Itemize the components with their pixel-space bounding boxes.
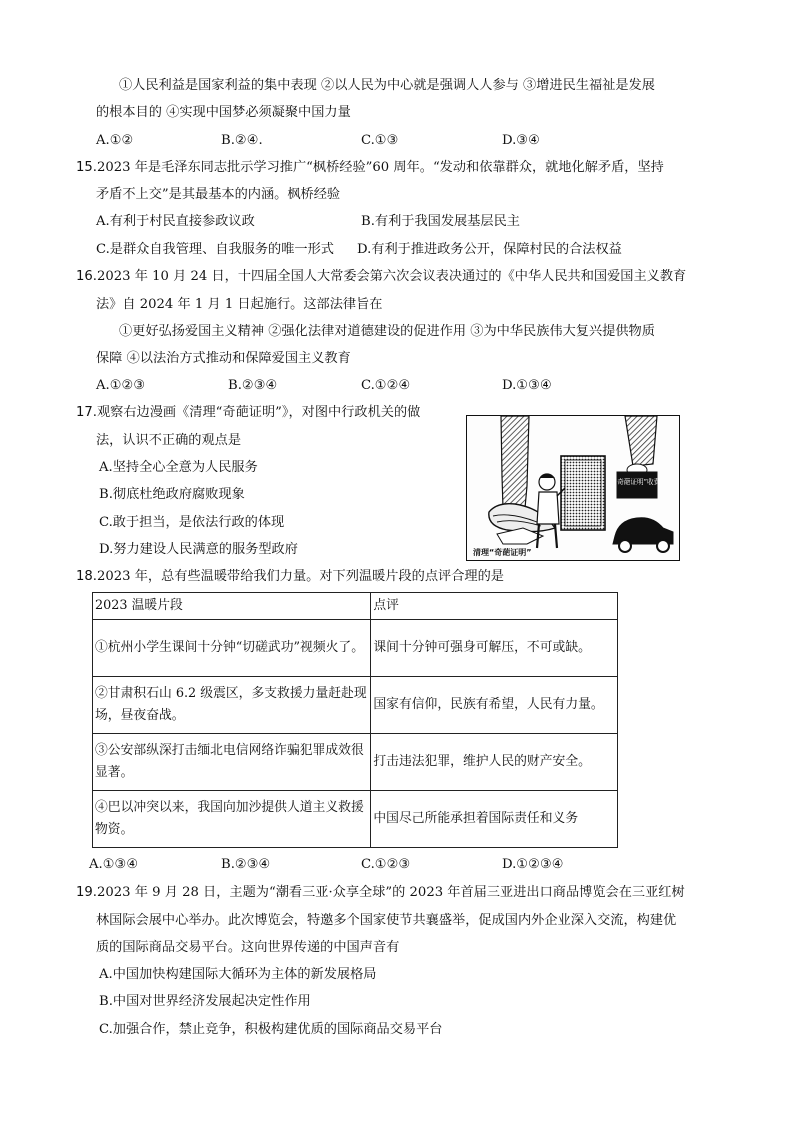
q15-number: 15. — [76, 160, 97, 175]
table-cell-fragment: ④巴以冲突以来，我国向加沙提供人道主义救援物资。 — [93, 791, 371, 848]
q15-stem-line2: 矛盾不上交”是其最基本的内涵。枫桥经验 — [96, 187, 341, 202]
table-cell-comment: 国家有信仰，民族有希望，人民有力量。 — [371, 677, 618, 734]
table-row — [93, 620, 618, 677]
q17-option-a[interactable]: A.坚持全心全意为人民服务 — [99, 460, 258, 475]
q18-stem-line1 — [76, 570, 504, 583]
q14-statements-line2: 的根本目的 ④实现中国梦必须凝聚中国力量 — [96, 105, 351, 120]
q17-option-b[interactable]: B.彻底杜绝政府腐败现象 — [99, 487, 245, 502]
q19-option-a[interactable]: A.中国加快构建国际大循环为主体的新发展格局 — [99, 967, 377, 982]
q14-option-a[interactable]: A.①② — [96, 133, 134, 148]
table-cell-fragment: ③公安部纵深打击缅北电信网络诈骗犯罪成效很显著。 — [93, 734, 371, 791]
q17-cartoon — [466, 415, 680, 561]
q14-option-d[interactable]: D.③④ — [502, 133, 540, 148]
q18-number: 18. — [76, 569, 97, 584]
q17-stem-text: 观察右边漫画《清理“奇葩证明”》，对图中行政机关的做 — [96, 405, 421, 420]
q15-stem-line1 — [76, 161, 664, 174]
q15-stem-text: 2023 年是毛泽东同志批示学习推广“枫桥经验”60 周年。“发动和依靠群众，就地化解矛盾，坚持 — [96, 160, 664, 175]
q16-option-b[interactable]: B.②③④ — [228, 378, 278, 393]
q16-number: 16. — [76, 269, 97, 284]
q16-option-a[interactable]: A.①②③ — [96, 378, 146, 393]
table-cell-comment: 中国尽己所能承担着国际责任和义务 — [371, 791, 618, 848]
q17-option-d[interactable]: D.努力建设人民满意的服务型政府 — [99, 542, 298, 557]
q18-option-b[interactable]: B.②③④ — [221, 857, 271, 872]
table-cell-fragment: ②甘肃积石山 6.2 级震区，多支救援力量赶赴现场，昼夜奋战。 — [93, 677, 371, 734]
q15-option-a[interactable]: A.有利于村民直接参政议政 — [96, 214, 255, 229]
table-row — [93, 734, 618, 791]
leg-right — [625, 416, 657, 466]
table-cell-fragment: ①杭州小学生课间十分钟“切磋武功”视频火了。 — [93, 620, 371, 677]
q15-option-c[interactable]: C.是群众自我管理、自我服务的唯一形式 — [96, 242, 334, 257]
q18-stem-text: 2023 年，总有些温暖带给我们力量。对下列温暖片段的点评合理的是 — [96, 569, 504, 584]
table-header-fragment: 2023 温暖片段 — [93, 593, 371, 620]
table-cell-comment: 打击违法犯罪，维护人民的财产安全。 — [371, 734, 618, 791]
q19-stem-text: 2023 年 9 月 28 日，主题为“潮看三亚·众享全球”的 2023 年首届三亚进出口商品博览会在三亚红树 — [96, 885, 685, 900]
leg-left — [501, 416, 529, 508]
sign-text: “奇葩证明”收费 — [613, 478, 661, 486]
q16-stem-line1 — [76, 270, 686, 283]
q16-stem-line2: 法》自 2024 年 1 月 1 日起施行。这部法律旨在 — [96, 297, 383, 312]
q16-option-c[interactable]: C.①②④ — [361, 378, 411, 393]
q17-option-c[interactable]: C.敢于担当，是依法行政的体现 — [99, 515, 285, 530]
q14-statements-line1: ①人民利益是国家利益的集中表现 ②以人民为中心就是强调人人参与 ③增进民生福祉是发展 — [119, 78, 655, 93]
q19-stem-line3: 质的国际商品交易平台。这向世界传递的中国声音有 — [96, 940, 400, 955]
q15-option-b[interactable]: B.有利于我国发展基层民主 — [361, 214, 520, 229]
table-row — [93, 677, 618, 734]
q14-option-b[interactable]: B.②④. — [221, 133, 263, 148]
q17-number: 17. — [76, 405, 97, 420]
table-row — [93, 791, 618, 848]
q18-option-a[interactable]: A.①③④ — [89, 857, 139, 872]
table-cell-comment: 课间十分钟可强身可解压，不可或缺。 — [371, 620, 618, 677]
q16-option-d[interactable]: D.①③④ — [502, 378, 552, 393]
q17-stem-line2: 法，认识不正确的观点是 — [96, 433, 242, 448]
q15-option-d[interactable]: D.有利于推进政务公开，保障村民的合法权益 — [357, 242, 622, 257]
q19-number: 19. — [76, 885, 97, 900]
q18-table — [92, 592, 618, 848]
q19-stem-line1 — [76, 886, 685, 899]
cartoon-drawing — [467, 416, 679, 560]
q14-option-c[interactable]: C.①③ — [361, 133, 399, 148]
q19-option-b[interactable]: B.中国对世界经济发展起决定性作用 — [99, 994, 311, 1009]
table-header-row — [93, 593, 618, 620]
q18-option-d[interactable]: D.①②③④ — [502, 857, 564, 872]
q19-option-c[interactable]: C.加强合作，禁止竞争，积极构建优质的国际商品交易平台 — [99, 1022, 443, 1037]
q16-statements-line2: 保障 ④以法治方式推动和保障爱国主义教育 — [96, 351, 351, 366]
cartoon-caption: 清理“奇葩证明” — [473, 548, 532, 557]
q16-statements-line1: ①更好弘扬爱国主义精神 ②强化法律对道德建设的促进作用 ③为中华民族伟大复兴提供物质 — [119, 324, 655, 339]
q16-stem-text: 2023 年 10 月 24 日，十四届全国人大常委会第六次会议表决通过的《中华人民共和国爱国主义教育 — [96, 269, 687, 284]
q19-stem-line2: 林国际会展中心举办。此次博览会，特邀多个国家使节共襄盛举，促成国内外企业深入交流，构建优 — [96, 913, 677, 928]
table-header-comment: 点评 — [371, 593, 618, 620]
q17-stem-line1 — [76, 406, 420, 419]
q18-option-c[interactable]: C.①②③ — [361, 857, 411, 872]
certificate-board — [561, 456, 605, 530]
